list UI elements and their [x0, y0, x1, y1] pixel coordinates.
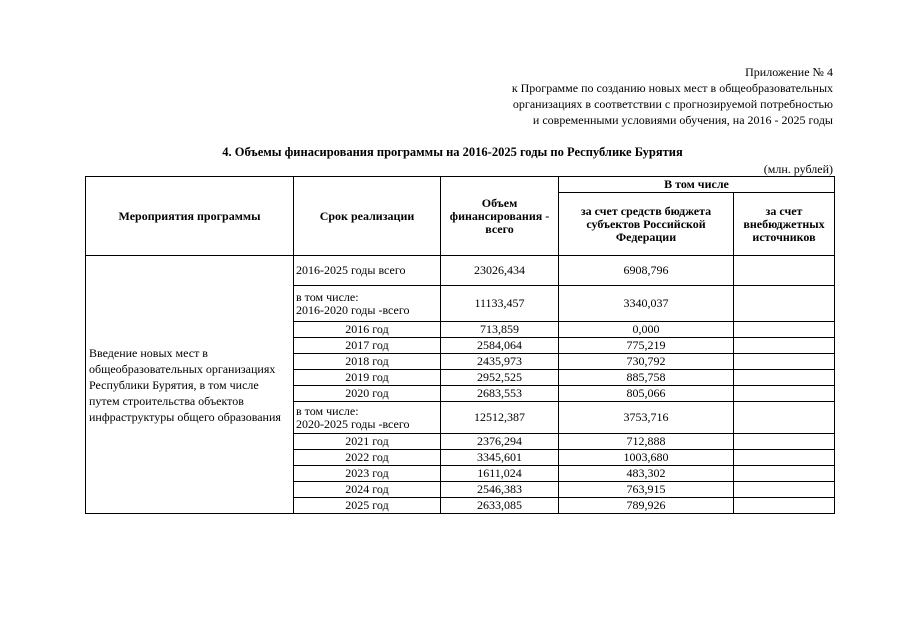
- volume-cell: 2952,525: [441, 370, 559, 386]
- extra-cell: [734, 370, 835, 386]
- volume-cell: 2376,294: [441, 434, 559, 450]
- appendix-line: организациях в соответствии с прогнозируемой потребностью: [512, 97, 833, 111]
- volume-cell: 23026,434: [441, 256, 559, 286]
- volume-cell: 1611,024: [441, 466, 559, 482]
- activity-cell: Введение новых мест в общеобразовательных организациях Республики Бурятия, в том числе путем строительства объектов инфраструктуры общего образования: [86, 256, 294, 514]
- period-cell: 2025 год: [294, 498, 441, 514]
- extra-cell: [734, 498, 835, 514]
- document-title: 4. Объемы финасирования программы на 2016-2025 годы по Республике Бурятия: [222, 145, 683, 159]
- budget-cell: 3340,037: [559, 286, 734, 322]
- header-budget: за счет средств бюджета субъектов Российской Федерации: [559, 193, 734, 256]
- period-cell: 2023 год: [294, 466, 441, 482]
- budget-cell: 805,066: [559, 386, 734, 402]
- budget-cell: 0,000: [559, 322, 734, 338]
- appendix-line: Приложение № 4: [745, 65, 833, 79]
- appendix-line: к Программе по созданию новых мест в общеобразовательных: [511, 81, 833, 95]
- budget-cell: 775,219: [559, 338, 734, 354]
- extra-cell: [734, 450, 835, 466]
- budget-cell: 712,888: [559, 434, 734, 450]
- budget-cell: 3753,716: [559, 402, 734, 434]
- budget-cell: 763,915: [559, 482, 734, 498]
- volume-cell: 713,859: [441, 322, 559, 338]
- table-row: [86, 256, 835, 286]
- appendix-line: и современными условиями обучения, на 2016 - 2025 годы: [532, 113, 833, 127]
- extra-cell: [734, 482, 835, 498]
- budget-cell: 885,758: [559, 370, 734, 386]
- volume-cell: 2546,383: [441, 482, 559, 498]
- budget-cell: 1003,680: [559, 450, 734, 466]
- volume-cell: 11133,457: [441, 286, 559, 322]
- extra-cell: [734, 322, 835, 338]
- extra-cell: [734, 338, 835, 354]
- extra-cell: [734, 386, 835, 402]
- period-cell: [294, 402, 441, 434]
- extra-cell: [734, 286, 835, 322]
- extra-cell: [734, 256, 835, 286]
- period-cell: 2016 год: [294, 322, 441, 338]
- period-cell: 2024 год: [294, 482, 441, 498]
- period-cell: 2021 год: [294, 434, 441, 450]
- budget-cell: 730,792: [559, 354, 734, 370]
- extra-cell: [734, 402, 835, 434]
- budget-cell: 789,926: [559, 498, 734, 514]
- volume-cell: 2584,064: [441, 338, 559, 354]
- header-including: В том числе: [559, 177, 835, 193]
- extra-cell: [734, 466, 835, 482]
- period-cell: 2020 год: [294, 386, 441, 402]
- period-line: 2016-2020 годы -всего: [296, 302, 410, 317]
- header-extra: за счет внебюджетных источников: [734, 193, 835, 256]
- period-cell: 2022 год: [294, 450, 441, 466]
- period-line: в том числе:: [296, 289, 359, 304]
- header-volume: Объем финансирования - всего: [441, 177, 559, 256]
- period-cell: 2019 год: [294, 370, 441, 386]
- volume-cell: 2633,085: [441, 498, 559, 514]
- period-line: 2020-2025 годы -всего: [296, 416, 410, 431]
- period-cell: 2016-2025 годы всего: [294, 256, 441, 286]
- period-cell: [294, 286, 441, 322]
- volume-cell: 3345,601: [441, 450, 559, 466]
- appendix-note: [512, 64, 833, 128]
- volume-cell: 2683,553: [441, 386, 559, 402]
- period-cell: 2018 год: [294, 354, 441, 370]
- extra-cell: [734, 354, 835, 370]
- budget-cell: 483,302: [559, 466, 734, 482]
- header-period: Срок реализации: [294, 177, 441, 256]
- volume-cell: 2435,973: [441, 354, 559, 370]
- budget-cell: 6908,796: [559, 256, 734, 286]
- units-label: (млн. рублей): [763, 162, 833, 176]
- extra-cell: [734, 434, 835, 450]
- period-line: в том числе:: [296, 403, 359, 418]
- header-activity: Мероприятия программы: [86, 177, 294, 256]
- period-cell: 2017 год: [294, 338, 441, 354]
- financing-table: [85, 176, 835, 514]
- volume-cell: 12512,387: [441, 402, 559, 434]
